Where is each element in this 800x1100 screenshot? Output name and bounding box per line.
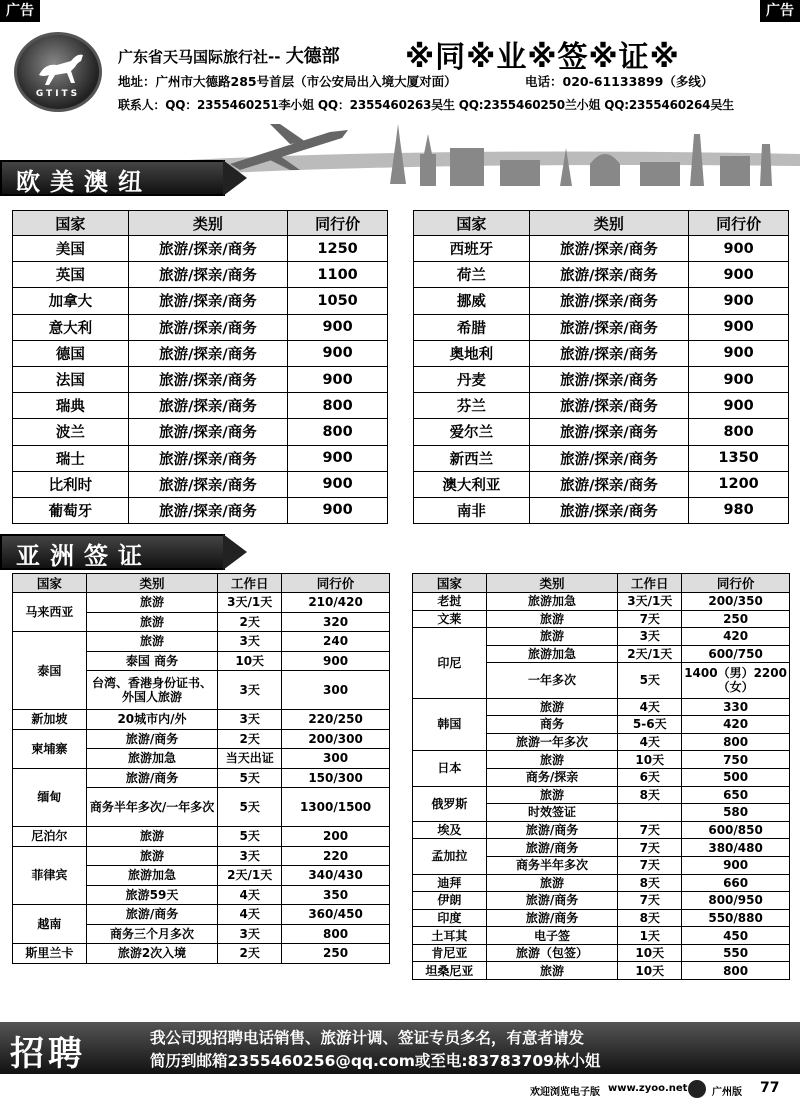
- table-row: [414, 471, 789, 497]
- europe-table-right: [413, 210, 789, 524]
- cell-type: 泰国 商务: [86, 651, 218, 671]
- cell-days: 3天: [218, 632, 282, 652]
- cell-days: [618, 804, 682, 822]
- cell-country: 日本: [413, 751, 487, 786]
- cell-country: 瑞士: [13, 445, 129, 471]
- cell-price: 800: [689, 419, 789, 445]
- cell-type: 旅游/探亲/商务: [529, 419, 689, 445]
- cell-price: 350: [282, 885, 390, 905]
- cell-days: 7天: [618, 610, 682, 628]
- cell-country: 美国: [13, 236, 129, 262]
- cell-type: 旅游/探亲/商务: [529, 288, 689, 314]
- cell-days: 4天: [618, 733, 682, 751]
- cell-price: 340/430: [282, 866, 390, 886]
- cell-country: 坦桑尼亚: [413, 962, 487, 980]
- cell-price: 1100: [288, 262, 388, 288]
- cell-country: 比利时: [13, 471, 129, 497]
- cell-type: 旅游/商务: [486, 909, 618, 927]
- cell-type: 旅游/探亲/商务: [128, 262, 288, 288]
- table-row: [414, 340, 789, 366]
- cell-type: 20城市内/外: [86, 710, 218, 730]
- cell-type: 旅游/探亲/商务: [128, 497, 288, 523]
- table-row: [413, 821, 790, 839]
- cell-price: 1250: [288, 236, 388, 262]
- table-row: [413, 786, 790, 804]
- cell-country: 德国: [13, 340, 129, 366]
- header-price: 同行价: [288, 211, 388, 236]
- cell-type: 旅游/探亲/商务: [128, 393, 288, 419]
- cell-country: 埃及: [413, 821, 487, 839]
- cell-days: 4天: [218, 905, 282, 925]
- table-row: [414, 366, 789, 392]
- cell-country: 南非: [414, 497, 530, 523]
- cell-days: 3天/1天: [218, 593, 282, 613]
- cell-type: 旅游/探亲/商务: [128, 471, 288, 497]
- cell-days: 2天/1天: [218, 866, 282, 886]
- asia-table-right: [412, 573, 790, 980]
- cell-price: 600/850: [682, 821, 790, 839]
- cell-type: 电子签: [486, 927, 618, 945]
- table-row: [414, 314, 789, 340]
- header-type: 类别: [529, 211, 689, 236]
- header-country: 国家: [414, 211, 530, 236]
- cell-price: 900: [682, 856, 790, 874]
- cell-country: 文莱: [413, 610, 487, 628]
- cell-days: 5天: [218, 768, 282, 788]
- europe-title: 欧美澳纽: [16, 168, 152, 196]
- cell-price: 420: [682, 716, 790, 734]
- cell-type: 旅游59天: [86, 885, 218, 905]
- cell-price: 800: [682, 733, 790, 751]
- cell-days: 8天: [618, 909, 682, 927]
- table-row: [413, 909, 790, 927]
- cell-type: 旅游/探亲/商务: [128, 445, 288, 471]
- cell-days: 当天出证: [218, 749, 282, 769]
- cell-price: 250: [682, 610, 790, 628]
- cell-type: 旅游加急: [86, 749, 218, 769]
- cell-country: 土耳其: [413, 927, 487, 945]
- table-row: [414, 262, 789, 288]
- cell-price: 1200: [689, 471, 789, 497]
- table-row: [413, 927, 790, 945]
- header-country: 国家: [13, 574, 87, 593]
- cell-type: 旅游: [486, 628, 618, 646]
- cell-type: 商务: [486, 716, 618, 734]
- cell-days: 7天: [618, 892, 682, 910]
- cell-type: 旅游/商务: [486, 839, 618, 857]
- cell-price: 220/250: [282, 710, 390, 730]
- header-price: 同行价: [282, 574, 390, 593]
- table-row: [13, 236, 388, 262]
- cell-type: 旅游/探亲/商务: [128, 288, 288, 314]
- cell-price: 420: [682, 628, 790, 646]
- cell-price: 600/750: [682, 645, 790, 663]
- cell-price: 900: [288, 314, 388, 340]
- cell-price: 900: [282, 651, 390, 671]
- cell-price: 800: [282, 924, 390, 944]
- cell-price: 900: [288, 471, 388, 497]
- table-row: [414, 236, 789, 262]
- horse-icon: [31, 45, 91, 93]
- table-row: [413, 751, 790, 769]
- cell-type: 旅游加急: [486, 593, 618, 611]
- cell-days: 2天: [218, 729, 282, 749]
- cell-country: 加拿大: [13, 288, 129, 314]
- cell-type: 旅游/商务: [86, 905, 218, 925]
- cell-price: 380/480: [682, 839, 790, 857]
- cell-type: 旅游/探亲/商务: [529, 262, 689, 288]
- header-days: 工作日: [218, 574, 282, 593]
- cell-country: 俄罗斯: [413, 786, 487, 821]
- cell-type: 商务/探亲: [486, 768, 618, 786]
- cell-country: 印度: [413, 909, 487, 927]
- table-row: [414, 445, 789, 471]
- table-row: [13, 288, 388, 314]
- cell-type: 旅游: [486, 962, 618, 980]
- cell-price: 900: [689, 340, 789, 366]
- cell-type: 旅游/探亲/商务: [529, 471, 689, 497]
- cell-country: 瑞典: [13, 393, 129, 419]
- cell-type: 一年多次: [486, 663, 618, 698]
- cell-country: 菲律宾: [13, 846, 87, 905]
- cell-type: 旅游/探亲/商务: [529, 497, 689, 523]
- cell-price: 200: [282, 827, 390, 847]
- table-row: [13, 419, 388, 445]
- cell-type: 旅游/商务: [86, 729, 218, 749]
- cell-price: 800: [288, 419, 388, 445]
- table-row: [413, 874, 790, 892]
- cell-country: 尼泊尔: [13, 827, 87, 847]
- page-number: 77: [760, 1080, 780, 1096]
- table-row: [413, 698, 790, 716]
- cell-price: 200/350: [682, 593, 790, 611]
- cell-days: 7天: [618, 821, 682, 839]
- department-label: 大德部: [285, 46, 340, 67]
- footer: [0, 1078, 800, 1100]
- table-row: [413, 628, 790, 646]
- table-row: [13, 593, 390, 613]
- cell-type: 旅游: [486, 610, 618, 628]
- table-row: [13, 366, 388, 392]
- cell-days: 8天: [618, 786, 682, 804]
- cell-days: 5天: [218, 827, 282, 847]
- cell-days: 5-6天: [618, 716, 682, 734]
- table-row: [413, 892, 790, 910]
- cell-days: 3天: [218, 846, 282, 866]
- phone: 电话：020-61133899（多线）: [525, 74, 714, 89]
- cell-days: 5天: [218, 788, 282, 827]
- cell-price: 300: [282, 671, 390, 710]
- cell-price: 800: [288, 393, 388, 419]
- cell-type: 旅游: [86, 827, 218, 847]
- cell-type: 旅游加急: [486, 645, 618, 663]
- recruit-title: 招聘: [10, 1034, 86, 1074]
- cell-price: 580: [682, 804, 790, 822]
- header-country: 国家: [13, 211, 129, 236]
- cell-country: 新加坡: [13, 710, 87, 730]
- header-type: 类别: [486, 574, 618, 593]
- cell-price: 900: [689, 236, 789, 262]
- cell-price: 1400（男）2200（女）: [682, 663, 790, 698]
- header-type: 类别: [128, 211, 288, 236]
- contacts: 联系人：QQ：2355460251李小姐 QQ：2355460263吴生 QQ:2355460250兰小姐 QQ:2355460264吴生: [118, 98, 734, 112]
- europe-banner: [0, 160, 250, 196]
- cell-type: 商务半年多次: [486, 856, 618, 874]
- cell-price: 800/950: [682, 892, 790, 910]
- cell-type: 旅游: [86, 612, 218, 632]
- cell-type: 旅游: [86, 846, 218, 866]
- cell-price: 450: [682, 927, 790, 945]
- table-row: [13, 846, 390, 866]
- cell-country: 荷兰: [414, 262, 530, 288]
- cell-days: 6天: [618, 768, 682, 786]
- table-row: [13, 905, 390, 925]
- cell-price: 660: [682, 874, 790, 892]
- cell-price: 900: [288, 340, 388, 366]
- header-type: 类别: [86, 574, 218, 593]
- cell-country: 西班牙: [414, 236, 530, 262]
- cell-country: 伊朗: [413, 892, 487, 910]
- cell-country: 芬兰: [414, 393, 530, 419]
- ad-tag-right: 广告: [760, 0, 800, 22]
- table-row: [414, 393, 789, 419]
- table-header-row: [13, 211, 388, 236]
- cell-type: 旅游: [486, 698, 618, 716]
- cell-days: 7天: [618, 839, 682, 857]
- cell-type: 旅游加急: [86, 866, 218, 886]
- cell-type: 旅游（包签）: [486, 944, 618, 962]
- cell-type: 旅游/探亲/商务: [128, 236, 288, 262]
- cell-type: 旅游/探亲/商务: [529, 445, 689, 471]
- table-row: [13, 340, 388, 366]
- cell-country: 澳大利亚: [414, 471, 530, 497]
- cell-days: 3天: [218, 710, 282, 730]
- cell-price: 980: [689, 497, 789, 523]
- cell-country: 波兰: [13, 419, 129, 445]
- table-row: [413, 944, 790, 962]
- cell-days: 3天: [218, 924, 282, 944]
- slogan: ※同※业※签※证※: [405, 40, 680, 75]
- table-row: [414, 288, 789, 314]
- cell-country: 新西兰: [414, 445, 530, 471]
- cell-price: 900: [288, 366, 388, 392]
- cell-days: 8天: [618, 874, 682, 892]
- cell-price: 900: [689, 366, 789, 392]
- cell-days: 10天: [618, 751, 682, 769]
- cell-days: 3天: [618, 628, 682, 646]
- cell-price: 900: [288, 497, 388, 523]
- table-row: [13, 710, 390, 730]
- cell-type: 时效签证: [486, 804, 618, 822]
- cell-type: 旅游/探亲/商务: [529, 366, 689, 392]
- cell-type: 旅游/探亲/商务: [128, 340, 288, 366]
- cell-price: 150/300: [282, 768, 390, 788]
- cell-type: 旅游: [86, 632, 218, 652]
- cell-price: 800: [682, 962, 790, 980]
- asia-banner: [0, 534, 250, 570]
- table-row: [13, 314, 388, 340]
- ad-tag-left: 广告: [0, 0, 40, 22]
- header-country: 国家: [413, 574, 487, 593]
- recruit-line-2: 简历到邮箱2355460256@qq.com或至电:83783709林小姐: [150, 1052, 601, 1070]
- cell-type: 旅游: [86, 593, 218, 613]
- cell-price: 650: [682, 786, 790, 804]
- cell-country: 韩国: [413, 698, 487, 751]
- cell-country: 法国: [13, 366, 129, 392]
- cell-type: 旅游: [486, 874, 618, 892]
- table-row: [414, 419, 789, 445]
- address: 地址：广州市大德路285号首层（市公安局出入境大厦对面）: [118, 74, 457, 89]
- cell-days: 10天: [218, 651, 282, 671]
- cell-days: 4天: [618, 698, 682, 716]
- cell-country: 肯尼亚: [413, 944, 487, 962]
- table-row: [13, 393, 388, 419]
- cell-type: 旅游/探亲/商务: [529, 393, 689, 419]
- cell-price: 330: [682, 698, 790, 716]
- cell-price: 300: [282, 749, 390, 769]
- table-row: [413, 610, 790, 628]
- table-row: [13, 944, 390, 964]
- cell-price: 900: [689, 393, 789, 419]
- cell-days: 3天/1天: [618, 593, 682, 611]
- cell-price: 250: [282, 944, 390, 964]
- logo-text: GTITS: [35, 89, 81, 99]
- cell-days: 7天: [618, 856, 682, 874]
- footer-edition: 广州版: [712, 1087, 742, 1098]
- cell-country: 葡萄牙: [13, 497, 129, 523]
- cell-country: 英国: [13, 262, 129, 288]
- cell-country: 老挝: [413, 593, 487, 611]
- table-row: [414, 497, 789, 523]
- cell-type: 商务三个月多次: [86, 924, 218, 944]
- cell-price: 500: [682, 768, 790, 786]
- footer-welcome: 欢迎浏览电子版: [530, 1087, 600, 1098]
- cell-type: 旅游/探亲/商务: [529, 236, 689, 262]
- cell-country: 斯里兰卡: [13, 944, 87, 964]
- asia-title: 亚洲签证: [16, 542, 152, 570]
- table-row: [413, 839, 790, 857]
- cell-type: 旅游2次入境: [86, 944, 218, 964]
- europe-table-left: [12, 210, 388, 524]
- cell-type: 旅游/商务: [86, 768, 218, 788]
- table-header-row: [413, 574, 790, 593]
- cell-days: 2天/1天: [618, 645, 682, 663]
- footer-site[interactable]: www.zyoo.net: [608, 1083, 688, 1094]
- table-header-row: [13, 574, 390, 593]
- cell-price: 210/420: [282, 593, 390, 613]
- cell-price: 200/300: [282, 729, 390, 749]
- table-row: [13, 497, 388, 523]
- cell-price: 360/450: [282, 905, 390, 925]
- cell-price: 900: [689, 314, 789, 340]
- cell-country: 迪拜: [413, 874, 487, 892]
- cell-price: 750: [682, 751, 790, 769]
- cell-country: 越南: [13, 905, 87, 944]
- cell-days: 3天: [218, 671, 282, 710]
- cell-type: 旅游一年多次: [486, 733, 618, 751]
- cell-price: 240: [282, 632, 390, 652]
- table-header-row: [414, 211, 789, 236]
- recruit-line-1: 我公司现招聘电话销售、旅游计调、签证专员多名，有意者请发: [150, 1029, 585, 1047]
- cell-type: 旅游/探亲/商务: [529, 340, 689, 366]
- company-name: [118, 42, 340, 68]
- header-days: 工作日: [618, 574, 682, 593]
- cell-country: 泰国: [13, 632, 87, 710]
- cell-type: 旅游: [486, 751, 618, 769]
- cell-type: 旅游/商务: [486, 821, 618, 839]
- cell-country: 马来西亚: [13, 593, 87, 632]
- table-row: [13, 445, 388, 471]
- cell-country: 希腊: [414, 314, 530, 340]
- cell-price: 900: [288, 445, 388, 471]
- asia-table-left: [12, 573, 390, 964]
- cell-type: 旅游/探亲/商务: [529, 314, 689, 340]
- cell-days: 4天: [218, 885, 282, 905]
- cell-days: 10天: [618, 962, 682, 980]
- table-row: [13, 768, 390, 788]
- cell-price: 900: [689, 288, 789, 314]
- table-row: [13, 471, 388, 497]
- cell-country: 柬埔寨: [13, 729, 87, 768]
- cell-price: 550: [682, 944, 790, 962]
- cell-price: 900: [689, 262, 789, 288]
- cell-country: 印尼: [413, 628, 487, 698]
- company-logo: [14, 32, 102, 112]
- table-row: [13, 632, 390, 652]
- cell-type: 旅游/探亲/商务: [128, 314, 288, 340]
- cell-type: 旅游/商务: [486, 892, 618, 910]
- cell-country: 挪威: [414, 288, 530, 314]
- table-row: [13, 827, 390, 847]
- cell-country: 意大利: [13, 314, 129, 340]
- cell-country: 缅甸: [13, 768, 87, 827]
- cell-country: 孟加拉: [413, 839, 487, 874]
- cell-price: 550/880: [682, 909, 790, 927]
- header-price: 同行价: [682, 574, 790, 593]
- cell-type: 台湾、香港身份证书、外国人旅游: [86, 671, 218, 710]
- cell-type: 商务半年多次/一年多次: [86, 788, 218, 827]
- cell-price: 320: [282, 612, 390, 632]
- cell-price: 1300/1500: [282, 788, 390, 827]
- table-row: [413, 593, 790, 611]
- table-row: [13, 262, 388, 288]
- footer-logo-icon: [688, 1080, 706, 1098]
- cell-type: 旅游/探亲/商务: [128, 419, 288, 445]
- cell-price: 1050: [288, 288, 388, 314]
- cell-days: 5天: [618, 663, 682, 698]
- cell-days: 2天: [218, 612, 282, 632]
- recruit-banner: [0, 1022, 800, 1074]
- header-price: 同行价: [689, 211, 789, 236]
- cell-price: 1350: [689, 445, 789, 471]
- cell-days: 1天: [618, 927, 682, 945]
- cell-type: 旅游/探亲/商务: [128, 366, 288, 392]
- cell-days: 10天: [618, 944, 682, 962]
- table-row: [13, 729, 390, 749]
- cell-type: 旅游: [486, 786, 618, 804]
- company-label: 广东省天马国际旅行社--: [118, 48, 281, 66]
- cell-country: 奥地利: [414, 340, 530, 366]
- table-row: [413, 962, 790, 980]
- cell-price: 220: [282, 846, 390, 866]
- cell-days: 2天: [218, 944, 282, 964]
- cell-country: 爱尔兰: [414, 419, 530, 445]
- cell-country: 丹麦: [414, 366, 530, 392]
